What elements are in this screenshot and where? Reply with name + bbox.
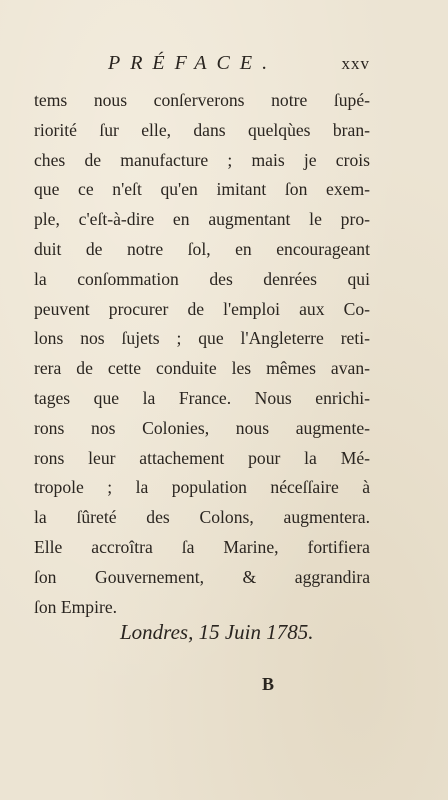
text-line: Elle accroîtra ſa Marine, fortifiera bbox=[34, 536, 370, 557]
text-line: ſon Gouvernement, & aggrandira bbox=[34, 566, 370, 587]
page-header bbox=[108, 52, 370, 78]
text-line: rons leur attachement pour la Mé- bbox=[34, 447, 370, 468]
text-line: lons nos ſujets ; que l'Angleterre reti- bbox=[34, 328, 370, 349]
text-line: rera de cette conduite les mêmes avan- bbox=[34, 358, 370, 379]
text-line: la ſûreté des Colons, augmentera. bbox=[34, 507, 370, 528]
text-line: riorité ſur elle, dans quelqùes bran- bbox=[34, 119, 370, 140]
text-line: duit de notre ſol, en encourageant bbox=[34, 238, 370, 259]
text-line: ſon Empire. bbox=[34, 596, 118, 617]
page-number: xxv bbox=[341, 54, 370, 73]
text-line: peuvent procurer de l'emploi aux Co- bbox=[34, 298, 370, 319]
text-line: que ce n'eſt qu'en imitant ſon exem- bbox=[34, 179, 370, 200]
place-date-signature: Londres, 15 Juin 1785. bbox=[120, 620, 314, 644]
signature-mark: B bbox=[262, 674, 275, 694]
text-line: tropole ; la population néceſſaire à bbox=[34, 477, 370, 498]
text-line: rons nos Colonies, nous augmente- bbox=[34, 417, 370, 438]
text-line: tages que la France. Nous enrichi- bbox=[34, 387, 370, 408]
running-title: PRÉFACE. bbox=[108, 52, 278, 74]
text-line: la conſommation des denrées qui bbox=[34, 268, 370, 289]
body-text bbox=[34, 86, 370, 622]
text-line: ches de manufacture ; mais je crois bbox=[34, 149, 370, 170]
text-line: tems nous conſerverons notre ſupé- bbox=[34, 90, 370, 110]
text-line: ple, c'eſt-à-dire en augmentant le pro- bbox=[34, 209, 370, 230]
